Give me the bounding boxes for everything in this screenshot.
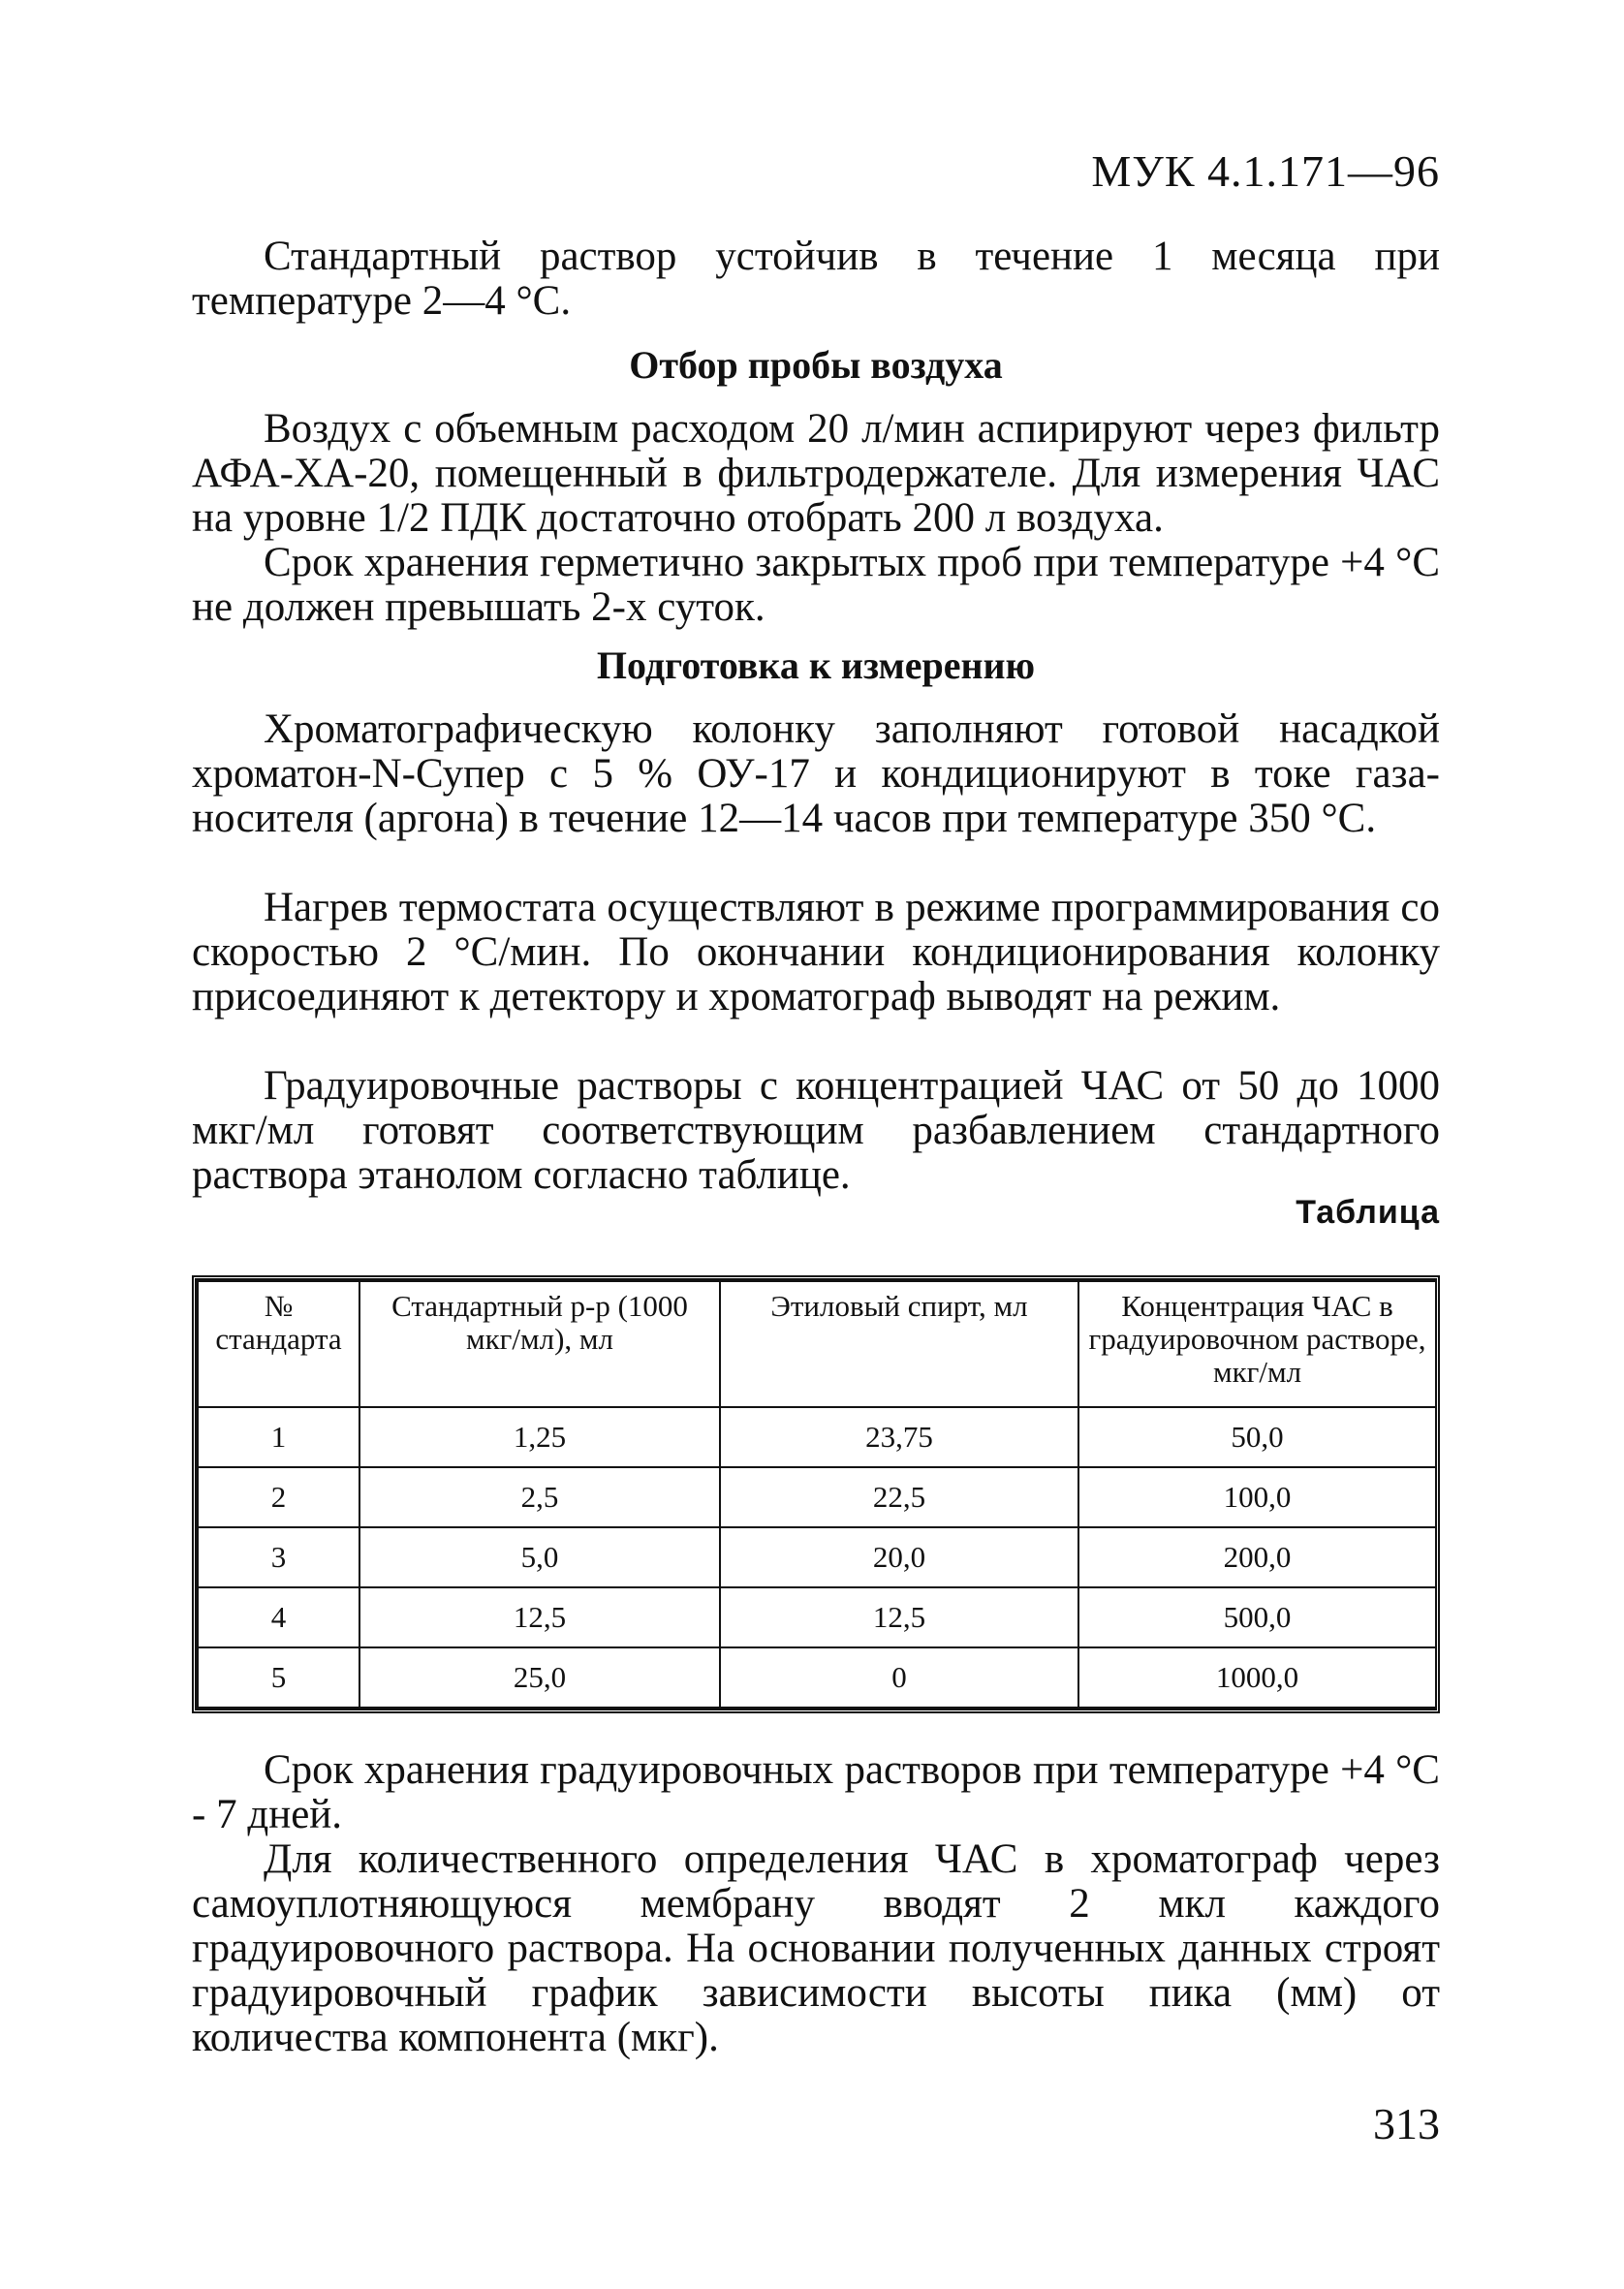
after-table-paragraph-1: Срок хранения градуировочных растворов при температуре +4 °С - 7 дней. [192,1747,1440,1837]
after-table-paragraph-2: Для количественного определения ЧАС в хроматограф через самоуплотняющуюся мембрану вводят 2 мкл каждого градуировочного раствора. На основании полученных данных строят градуировочный график зависимости высоты пика (мм) от количества компонента (мкг). [192,1836,1440,2060]
cell-concentration: 1000,0 [1078,1647,1436,1708]
cell-concentration: 100,0 [1078,1467,1436,1527]
preparation-paragraph-1: Хроматографическую колонку заполняют готовой насадкой хроматон-N-Супер с 5 % ОУ-17 и кондиционируют в токе газа-носителя (аргона) в течение 12—14 часов при температуре 350 °С. [192,706,1440,841]
cell-standard-solution: 12,5 [359,1587,720,1647]
table-row [198,1467,1436,1527]
cell-ethanol: 12,5 [720,1587,1078,1647]
cell-standard-solution: 5,0 [359,1527,720,1587]
section-title-preparation: Подготовка к измерению [596,643,1036,687]
cell-standard-solution: 1,25 [359,1407,720,1467]
cell-ethanol: 20,0 [720,1527,1078,1587]
document-code: МУК 4.1.171—96 [1091,146,1440,196]
air-sampling-paragraph-1: Воздух с объемным расходом 20 л/мин аспирируют через фильтр АФА-ХА-20, помещенный в фильтродержателе. Для измерения ЧАС на уровне 1/2 ПДК достаточно отобрать 200 л воздуха. [192,406,1440,541]
calibration-table [192,1275,1440,1713]
header-standard-solution: Стандартный р-р (1000 мкг/мл), мл [359,1281,720,1407]
cell-ethanol: 23,75 [720,1407,1078,1467]
cell-standard-number: 4 [198,1587,359,1647]
table-row [198,1647,1436,1708]
document-page [192,0,1440,2289]
cell-standard-number: 3 [198,1527,359,1587]
cell-concentration: 50,0 [1078,1407,1436,1467]
preparation-paragraph-3: Градуировочные растворы с концентрацией ЧАС от 50 до 1000 мкг/мл готовят соответствующим разбавлением стандартного раствора этанолом согласно таблице. [192,1063,1440,1198]
table-row [198,1527,1436,1587]
cell-concentration: 200,0 [1078,1527,1436,1587]
cell-standard-solution: 2,5 [359,1467,720,1527]
cell-standard-number: 1 [198,1407,359,1467]
cell-concentration: 500,0 [1078,1587,1436,1647]
header-ethanol: Этиловый спирт, мл [720,1281,1078,1407]
preparation-paragraph-2: Нагрев термостата осуществляют в режиме программирования со скоростью 2 °С/мин. По окончании кондиционирования колонку присоединяют к детектору и хроматограф выводят на режим. [192,885,1440,1019]
table-row [198,1407,1436,1467]
table-caption: Таблица [1296,1194,1440,1231]
cell-standard-solution: 25,0 [359,1647,720,1708]
table-row [198,1587,1436,1647]
cell-ethanol: 0 [720,1647,1078,1708]
page-number: 313 [1373,2099,1440,2148]
intro-paragraph: Стандартный раствор устойчив в течение 1 месяца при температуре 2—4 °С. [192,234,1440,324]
cell-standard-number: 5 [198,1647,359,1708]
section-title-air-sampling: Отбор пробы воздуха [629,343,1003,387]
header-concentration: Концентрация ЧАС в градуировочном растворе, мкг/мл [1078,1281,1436,1407]
cell-standard-number: 2 [198,1467,359,1527]
cell-ethanol: 22,5 [720,1467,1078,1527]
air-sampling-paragraph-2: Срок хранения герметично закрытых проб при температуре +4 °С не должен превышать 2-х суток. [192,540,1440,630]
table-header-row [198,1281,1436,1407]
header-standard-number: № стандарта [198,1281,359,1407]
